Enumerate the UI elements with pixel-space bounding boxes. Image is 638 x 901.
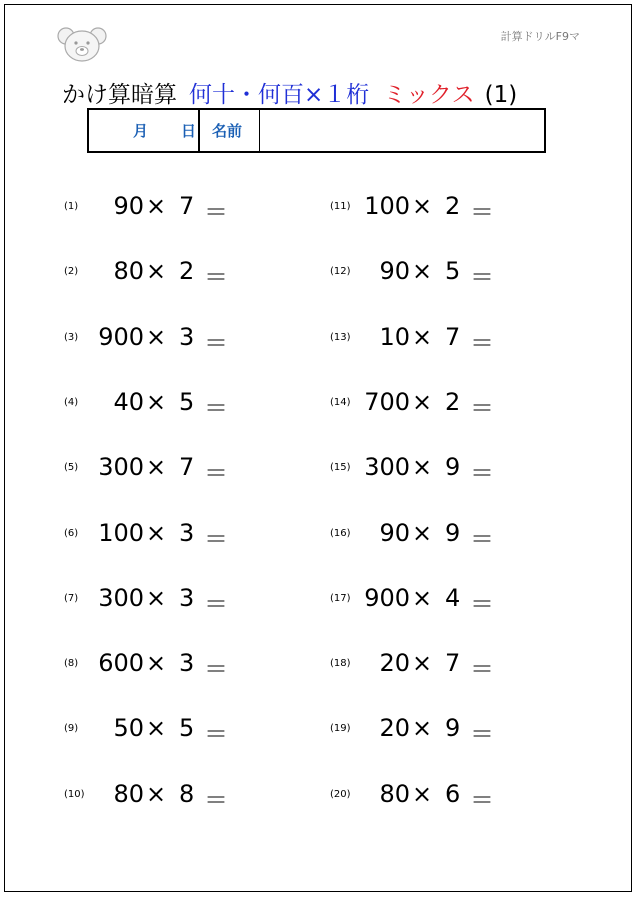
answer-field[interactable] <box>500 780 550 810</box>
equals-sign: ＝ <box>204 329 228 357</box>
operand-a: 80 <box>379 780 410 808</box>
operand-a: 900 <box>98 323 144 351</box>
month-label: 月 <box>133 122 149 140</box>
equals-sign: ＝ <box>204 786 228 814</box>
times-sign: × <box>146 780 167 808</box>
equals-sign: ＝ <box>470 263 494 291</box>
name-field[interactable] <box>260 110 544 151</box>
operand-a: 90 <box>113 192 144 220</box>
problem-number: (13) <box>330 332 351 343</box>
operand-b: 9 <box>445 714 461 742</box>
answer-field[interactable] <box>234 714 284 744</box>
problem-number: (5) <box>64 462 79 473</box>
problem-item <box>330 519 550 553</box>
operand-b: 8 <box>179 780 195 808</box>
problem-item <box>330 714 550 748</box>
problem-item <box>330 388 550 422</box>
operand-a: 300 <box>98 584 144 612</box>
times-sign: × <box>146 388 167 416</box>
equals-sign: ＝ <box>470 655 494 683</box>
answer-field[interactable] <box>234 780 284 810</box>
operand-b: 5 <box>179 388 195 416</box>
times-sign: × <box>412 584 433 612</box>
problem-number: (18) <box>330 658 351 669</box>
problem-number: (1) <box>64 201 79 212</box>
equals-sign: ＝ <box>470 525 494 553</box>
operand-b: 2 <box>179 257 195 285</box>
problem-number: (9) <box>64 723 79 734</box>
problem-item <box>64 323 284 357</box>
problem-item <box>64 649 284 683</box>
equals-sign: ＝ <box>470 198 494 226</box>
operand-a: 300 <box>98 453 144 481</box>
operand-a: 80 <box>113 257 144 285</box>
times-sign: × <box>146 323 167 351</box>
problem-item <box>330 257 550 291</box>
operand-a: 90 <box>379 519 410 547</box>
problem-number: (11) <box>330 201 351 212</box>
problem-item <box>330 780 550 814</box>
operand-a: 20 <box>379 649 410 677</box>
times-sign: × <box>412 714 433 742</box>
answer-field[interactable] <box>234 388 284 418</box>
problem-number: (20) <box>330 789 351 800</box>
equals-sign: ＝ <box>470 394 494 422</box>
operand-a: 80 <box>113 780 144 808</box>
answer-field[interactable] <box>234 257 284 287</box>
answer-field[interactable] <box>500 388 550 418</box>
problem-number: (16) <box>330 528 351 539</box>
name-date-box <box>87 108 546 153</box>
times-sign: × <box>412 388 433 416</box>
operand-a: 100 <box>364 192 410 220</box>
problem-item <box>64 584 284 618</box>
times-sign: × <box>412 257 433 285</box>
brand-label: 計算ドリルF9マ <box>500 30 580 43</box>
equals-sign: ＝ <box>470 720 494 748</box>
operand-b: 9 <box>445 519 461 547</box>
problem-number: (3) <box>64 332 79 343</box>
operand-b: 3 <box>179 323 195 351</box>
answer-field[interactable] <box>234 649 284 679</box>
problem-item <box>330 649 550 683</box>
problem-item <box>64 714 284 748</box>
operand-a: 10 <box>379 323 410 351</box>
problem-item <box>64 780 284 814</box>
problem-item <box>330 192 550 226</box>
answer-field[interactable] <box>234 323 284 353</box>
problem-number: (10) <box>64 789 85 800</box>
times-sign: × <box>412 780 433 808</box>
equals-sign: ＝ <box>204 394 228 422</box>
answer-field[interactable] <box>234 453 284 483</box>
answer-field[interactable] <box>500 257 550 287</box>
operand-b: 9 <box>445 453 461 481</box>
problem-number: (12) <box>330 266 351 277</box>
problem-number: (8) <box>64 658 79 669</box>
title-prefix: かけ算暗算 <box>62 82 177 108</box>
equals-sign: ＝ <box>204 720 228 748</box>
problem-item <box>64 257 284 291</box>
bear-logo-icon <box>56 26 108 64</box>
times-sign: × <box>412 192 433 220</box>
times-sign: × <box>146 192 167 220</box>
equals-sign: ＝ <box>204 525 228 553</box>
operand-a: 300 <box>364 453 410 481</box>
answer-field[interactable] <box>500 453 550 483</box>
equals-sign: ＝ <box>204 263 228 291</box>
operand-b: 7 <box>445 649 461 677</box>
operand-a: 90 <box>379 257 410 285</box>
times-sign: × <box>146 519 167 547</box>
operand-b: 5 <box>445 257 461 285</box>
problem-item <box>64 519 284 553</box>
problem-item <box>330 453 550 487</box>
operand-b: 4 <box>445 584 461 612</box>
operand-a: 50 <box>113 714 144 742</box>
operand-b: 2 <box>445 388 461 416</box>
problem-item <box>64 388 284 422</box>
operand-b: 3 <box>179 519 195 547</box>
answer-field[interactable] <box>500 323 550 353</box>
name-label-cell <box>200 110 260 151</box>
answer-field[interactable] <box>234 584 284 614</box>
problem-number: (4) <box>64 397 79 408</box>
problem-number: (7) <box>64 593 79 604</box>
times-sign: × <box>146 649 167 677</box>
problem-number: (2) <box>64 266 79 277</box>
operand-a: 700 <box>364 388 410 416</box>
title-mix: ミックス <box>383 82 475 108</box>
operand-a: 20 <box>379 714 410 742</box>
equals-sign: ＝ <box>204 459 228 487</box>
equals-sign: ＝ <box>204 590 228 618</box>
times-sign: × <box>146 257 167 285</box>
problem-number: (6) <box>64 528 79 539</box>
answer-field[interactable] <box>500 649 550 679</box>
operand-b: 3 <box>179 649 195 677</box>
equals-sign: ＝ <box>470 786 494 814</box>
answer-field[interactable] <box>234 519 284 549</box>
name-label: 名前 <box>212 122 243 140</box>
answer-field[interactable] <box>500 714 550 744</box>
worksheet-title <box>62 76 517 109</box>
operand-b: 5 <box>179 714 195 742</box>
problem-number: (19) <box>330 723 351 734</box>
equals-sign: ＝ <box>470 590 494 618</box>
times-sign: × <box>146 584 167 612</box>
operand-a: 40 <box>113 388 144 416</box>
day-label: 日 <box>181 122 197 140</box>
times-sign: × <box>146 453 167 481</box>
problem-number: (17) <box>330 593 351 604</box>
date-cell[interactable] <box>89 110 200 151</box>
problem-number: (15) <box>330 462 351 473</box>
times-sign: × <box>412 453 433 481</box>
answer-field[interactable] <box>500 519 550 549</box>
title-number: (1) <box>484 82 518 108</box>
operand-b: 6 <box>445 780 461 808</box>
title-topic: 何十・何百×１桁 <box>189 82 370 108</box>
operand-a: 600 <box>98 649 144 677</box>
operand-b: 7 <box>179 192 195 220</box>
operand-b: 2 <box>445 192 461 220</box>
times-sign: × <box>412 649 433 677</box>
equals-sign: ＝ <box>204 198 228 226</box>
operand-b: 7 <box>179 453 195 481</box>
problem-item <box>330 584 550 618</box>
equals-sign: ＝ <box>470 329 494 357</box>
times-sign: × <box>412 519 433 547</box>
times-sign: × <box>412 323 433 351</box>
times-sign: × <box>146 714 167 742</box>
equals-sign: ＝ <box>470 459 494 487</box>
answer-field[interactable] <box>500 584 550 614</box>
answer-field[interactable] <box>234 192 284 222</box>
problem-item <box>330 323 550 357</box>
operand-b: 3 <box>179 584 195 612</box>
operand-b: 7 <box>445 323 461 351</box>
operand-a: 900 <box>364 584 410 612</box>
problem-item <box>64 453 284 487</box>
problem-number: (14) <box>330 397 351 408</box>
operand-a: 100 <box>98 519 144 547</box>
equals-sign: ＝ <box>204 655 228 683</box>
answer-field[interactable] <box>500 192 550 222</box>
problem-item <box>64 192 284 226</box>
